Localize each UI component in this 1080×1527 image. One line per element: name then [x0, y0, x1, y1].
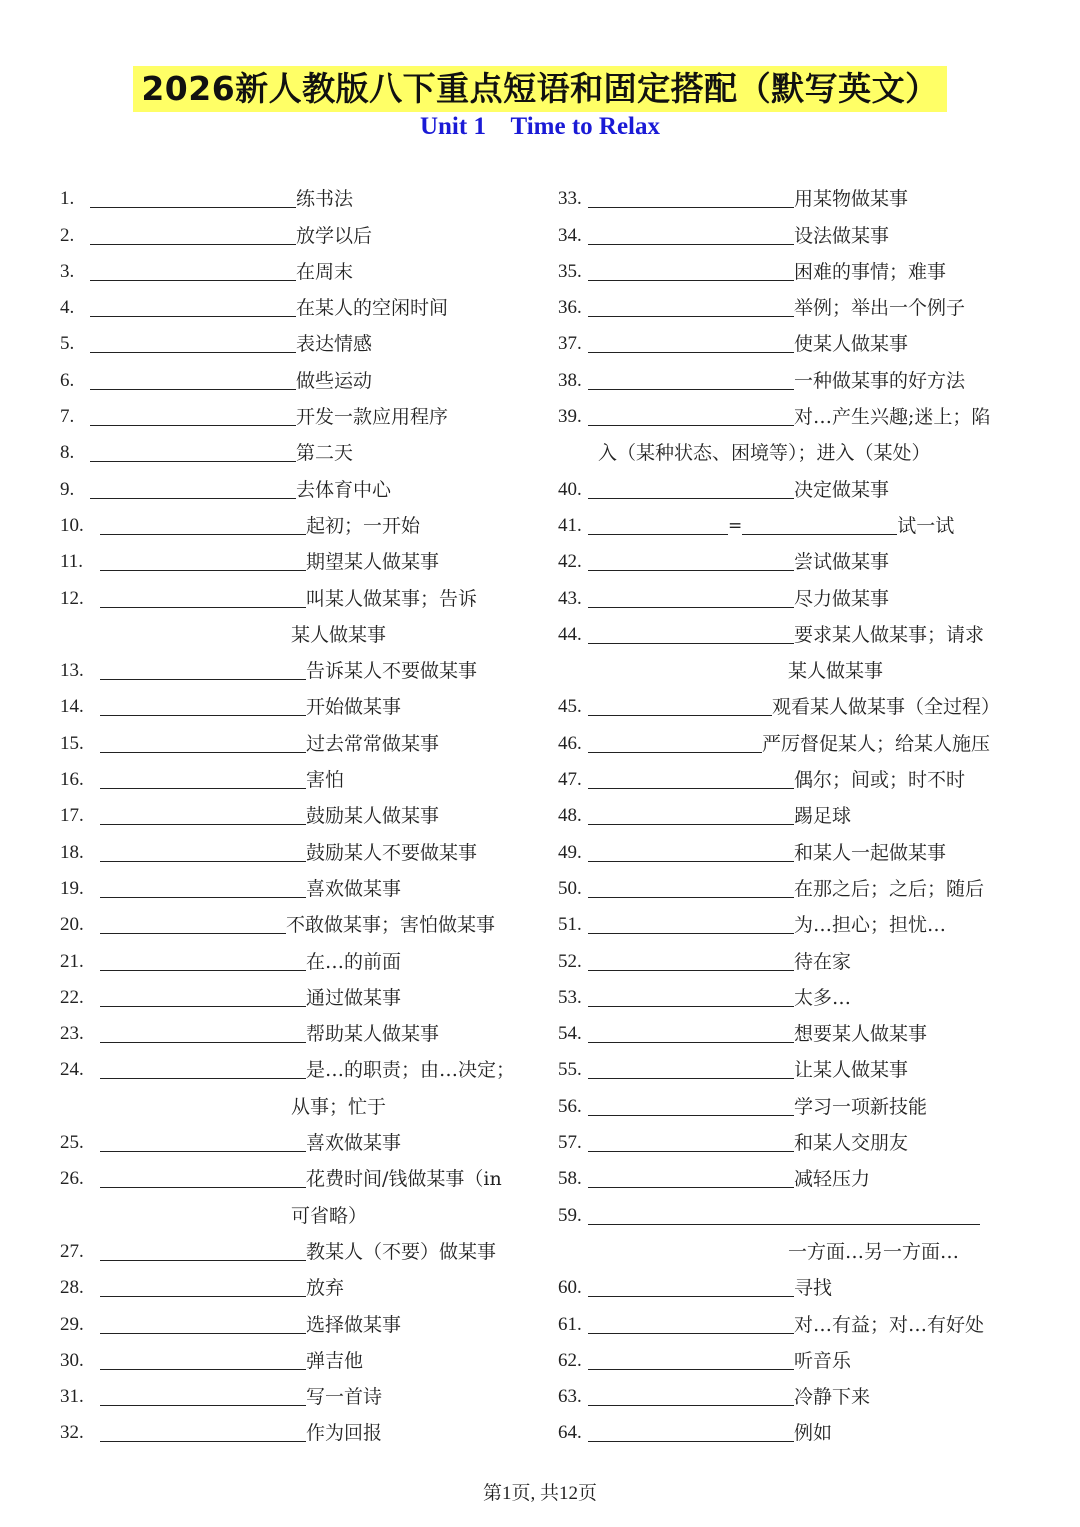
exercise-row: [558, 1083, 1038, 1119]
answer-blank[interactable]: [588, 1131, 794, 1152]
chinese-meaning: 学习一项新技能: [794, 1095, 928, 1118]
chinese-meaning: 放学以后: [296, 224, 373, 247]
chinese-meaning: 开始做某事: [306, 696, 402, 719]
item-number: 63.: [558, 1386, 582, 1408]
answer-blank[interactable]: [588, 986, 794, 1007]
item-number: 41.: [558, 514, 582, 536]
answer-blank[interactable]: [90, 260, 296, 281]
exercise-row: [60, 249, 540, 285]
exercise-row-continuation: [558, 430, 1038, 466]
chinese-meaning: 做些运动: [296, 369, 373, 392]
exercise-row: [60, 866, 540, 902]
exercise-row: [60, 1301, 540, 1337]
chinese-meaning: 喜欢做某事: [306, 877, 402, 900]
answer-blank[interactable]: [588, 478, 794, 499]
exercise-row: [60, 829, 540, 865]
exercise-row: [558, 829, 1038, 865]
chinese-meaning: 试一试: [897, 514, 955, 537]
exercise-row: [558, 612, 1038, 648]
exercise-row: [60, 503, 540, 539]
exercise-row: [558, 866, 1038, 902]
answer-blank[interactable]: [100, 804, 306, 825]
answer-blank[interactable]: [588, 296, 794, 317]
chinese-meaning: 开发一款应用程序: [296, 406, 449, 429]
answer-blank[interactable]: [588, 1058, 794, 1079]
exercise-row: [60, 430, 540, 466]
answer-blank[interactable]: [742, 514, 897, 535]
chinese-meaning: 减轻压力: [794, 1168, 871, 1191]
chinese-meaning: 第二天: [296, 442, 354, 465]
exercise-row: [558, 285, 1038, 321]
chinese-meaning: 想要某人做某事: [794, 1023, 928, 1046]
chinese-meaning: 练书法: [296, 188, 354, 211]
item-number: 1.: [60, 188, 75, 210]
item-number: 7.: [60, 406, 75, 428]
answer-blank[interactable]: [588, 550, 794, 571]
exercise-row: [558, 575, 1038, 611]
item-number: 9.: [60, 478, 75, 500]
exercise-row: [60, 1229, 540, 1265]
answer-blank[interactable]: [588, 877, 794, 898]
item-number: 3.: [60, 260, 75, 282]
exercise-row: [558, 1047, 1038, 1083]
exercise-row: [60, 1410, 540, 1446]
right-column: [558, 176, 1038, 1446]
answer-blank[interactable]: [100, 550, 306, 571]
exercise-row: [558, 975, 1038, 1011]
answer-blank[interactable]: [100, 877, 306, 898]
item-number: 25.: [60, 1132, 84, 1154]
item-number: 57.: [558, 1132, 582, 1154]
item-number: 46.: [558, 732, 582, 754]
exercise-row: [60, 212, 540, 248]
exercise-row: [60, 902, 540, 938]
answer-blank[interactable]: [588, 1349, 794, 1370]
page-footer: 第1页, 共12页: [482, 1483, 597, 1504]
item-number: 15.: [60, 732, 84, 754]
item-number: 50.: [558, 877, 582, 899]
item-number: 55.: [558, 1059, 582, 1081]
left-column: [60, 176, 540, 1446]
exercise-row: [558, 1374, 1038, 1410]
item-number: 2.: [60, 224, 75, 246]
item-number: 44.: [558, 623, 582, 645]
item-number: 64.: [558, 1422, 582, 1444]
chinese-meaning: 为…担心；担忧…: [794, 914, 947, 937]
chinese-meaning: 冷静下来: [794, 1386, 871, 1409]
answer-blank[interactable]: [588, 768, 794, 789]
item-number: 13.: [60, 660, 84, 682]
chinese-meaning: 决定做某事: [794, 478, 890, 501]
exercise-row: [60, 1374, 540, 1410]
item-number: 14.: [60, 696, 84, 718]
title-container: [0, 66, 1080, 112]
item-number: 29.: [60, 1313, 84, 1335]
answer-blank[interactable]: [588, 1022, 794, 1043]
exercise-row-continuation: [558, 1229, 1038, 1265]
item-number: 24.: [60, 1059, 84, 1081]
answer-blank[interactable]: [100, 1058, 306, 1079]
answer-blank[interactable]: [588, 260, 794, 281]
answer-blank[interactable]: [588, 187, 794, 208]
chinese-meaning: 过去常常做某事: [306, 732, 440, 755]
page-title: 2026新人教版八下重点短语和固定搭配（默写英文）: [133, 66, 946, 112]
chinese-meaning: 让某人做某事: [794, 1059, 909, 1082]
answer-blank[interactable]: [100, 1313, 306, 1334]
chinese-meaning: 观看某人做某事（全过程）: [772, 696, 1001, 719]
chinese-meaning: 设法做某事: [794, 224, 890, 247]
answer-blank[interactable]: [100, 1022, 306, 1043]
chinese-meaning: 尽力做某事: [794, 587, 890, 610]
answer-blank[interactable]: [90, 187, 296, 208]
chinese-meaning: 作为回报: [306, 1422, 383, 1445]
answer-blank[interactable]: [90, 332, 296, 353]
exercise-row: [558, 249, 1038, 285]
answer-blank[interactable]: [588, 841, 794, 862]
item-number: 17.: [60, 805, 84, 827]
chinese-meaning: 是…的职责；由…决定；: [306, 1059, 516, 1082]
chinese-meaning: 鼓励某人不要做某事: [306, 841, 478, 864]
exercise-row: [60, 357, 540, 393]
item-number: 38.: [558, 369, 582, 391]
item-number: 27.: [60, 1240, 84, 1262]
answer-blank[interactable]: [588, 623, 794, 644]
item-number: 8.: [60, 442, 75, 464]
item-number: 22.: [60, 986, 84, 1008]
answer-blank[interactable]: [100, 695, 306, 716]
chinese-meaning: 待在家: [794, 950, 852, 973]
answer-blank[interactable]: [588, 1095, 794, 1116]
item-number: 10.: [60, 514, 84, 536]
exercise-row: [60, 1120, 540, 1156]
item-number: 6.: [60, 369, 75, 391]
item-number: 23.: [60, 1023, 84, 1045]
chinese-meaning: 例如: [794, 1422, 833, 1445]
item-number: 30.: [60, 1349, 84, 1371]
chinese-meaning: 期望某人做某事: [306, 551, 440, 574]
chinese-meaning: 使某人做某事: [794, 333, 909, 356]
exercise-row: [60, 285, 540, 321]
chinese-meaning: 对…产生兴趣;迷上；陷: [794, 406, 991, 429]
exercise-row: [558, 757, 1038, 793]
item-number: 11.: [60, 551, 84, 573]
answer-blank[interactable]: [588, 369, 794, 390]
exercise-row: [558, 1156, 1038, 1192]
exercise-row: [60, 539, 540, 575]
item-number: 4.: [60, 297, 75, 319]
item-number: 56.: [558, 1095, 582, 1117]
exercise-row: [558, 720, 1038, 756]
answer-blank[interactable]: [588, 224, 794, 245]
answer-blank[interactable]: [100, 1349, 306, 1370]
chinese-meaning: 弹吉他: [306, 1349, 364, 1372]
answer-blank[interactable]: [100, 913, 286, 934]
chinese-meaning: 对…有益；对…有好处: [794, 1313, 985, 1336]
item-number: 12.: [60, 587, 84, 609]
answer-blank[interactable]: [100, 659, 306, 680]
chinese-meaning: 害怕: [306, 769, 345, 792]
exercise-row: [60, 684, 540, 720]
exercise-row: [558, 321, 1038, 357]
item-number: 20.: [60, 914, 84, 936]
answer-blank[interactable]: [100, 1385, 306, 1406]
item-number: 31.: [60, 1386, 84, 1408]
answer-blank[interactable]: [90, 224, 296, 245]
exercise-row: [60, 938, 540, 974]
chinese-meaning: 偶尔；间或；时不时: [794, 769, 966, 792]
answer-blank[interactable]: [100, 1421, 306, 1442]
item-number: 37.: [558, 333, 582, 355]
chinese-meaning: 在某人的空闲时间: [296, 297, 449, 320]
answer-blank[interactable]: [100, 986, 306, 1007]
answer-blank[interactable]: [100, 1276, 306, 1297]
answer-blank[interactable]: [588, 950, 794, 971]
unit-subtitle: Unit 1 Time to Relax: [419, 113, 661, 140]
exercise-row: [60, 321, 540, 357]
item-number: 19.: [60, 877, 84, 899]
exercise-row: [558, 466, 1038, 502]
item-number: 21.: [60, 950, 84, 972]
item-number: 47.: [558, 769, 582, 791]
exercise-row: [60, 975, 540, 1011]
chinese-meaning: 花费时间/钱做某事（in: [306, 1168, 502, 1191]
exercise-row: [558, 539, 1038, 575]
chinese-meaning: 要求某人做某事；请求: [794, 623, 985, 646]
exercise-row: [60, 1156, 540, 1192]
item-number: 42.: [558, 551, 582, 573]
exercise-row: [558, 938, 1038, 974]
exercise-row-continuation: [60, 1192, 540, 1228]
answer-blank[interactable]: [588, 913, 794, 934]
chinese-meaning: 在那之后；之后；随后: [794, 877, 985, 900]
exercise-row: [558, 793, 1038, 829]
exercise-row: [558, 357, 1038, 393]
chinese-meaning: 教某人（不要）做某事: [306, 1240, 497, 1263]
answer-blank[interactable]: [100, 950, 306, 971]
answer-blank[interactable]: [90, 296, 296, 317]
chinese-meaning: 告诉某人不要做某事: [306, 660, 478, 683]
answer-blank[interactable]: [100, 1240, 306, 1261]
exercise-row: [558, 1301, 1038, 1337]
answer-blank[interactable]: [588, 332, 794, 353]
chinese-meaning: 太多…: [794, 986, 852, 1009]
item-number: 36.: [558, 297, 582, 319]
chinese-meaning: 不敢做某事；害怕做某事: [286, 914, 496, 937]
chinese-meaning: 举例；举出一个例子: [794, 297, 966, 320]
chinese-meaning: 听音乐: [794, 1349, 852, 1372]
item-number: 53.: [558, 986, 582, 1008]
item-number: 58.: [558, 1168, 582, 1190]
item-number: 18.: [60, 841, 84, 863]
item-number: 32.: [60, 1422, 84, 1444]
item-number: 39.: [558, 406, 582, 428]
chinese-meaning-continued: 从事；忙于: [291, 1095, 387, 1118]
answer-blank[interactable]: [588, 587, 794, 608]
exercise-row: [60, 176, 540, 212]
item-number: 48.: [558, 805, 582, 827]
chinese-meaning: 表达情感: [296, 333, 373, 356]
exercise-row: [558, 684, 1038, 720]
item-number: 60.: [558, 1277, 582, 1299]
chinese-meaning: 寻找: [794, 1277, 833, 1300]
chinese-meaning: 去体育中心: [296, 478, 392, 501]
chinese-meaning: 和某人交朋友: [794, 1132, 909, 1155]
answer-blank[interactable]: [588, 1313, 794, 1334]
answer-blank[interactable]: [588, 695, 772, 716]
exercise-row: [558, 503, 1038, 539]
answer-blank[interactable]: [100, 587, 306, 608]
chinese-meaning: 和某人一起做某事: [794, 841, 947, 864]
answer-blank[interactable]: [90, 405, 296, 426]
exercise-row: [60, 793, 540, 829]
answer-blank[interactable]: [100, 1131, 306, 1152]
answer-blank[interactable]: [588, 1385, 794, 1406]
item-number: 54.: [558, 1023, 582, 1045]
chinese-meaning: 尝试做某事: [794, 551, 890, 574]
answer-blank[interactable]: [588, 1421, 794, 1442]
answer-blank[interactable]: [90, 441, 296, 462]
exercise-row: [558, 212, 1038, 248]
exercise-row: [558, 394, 1038, 430]
item-number: 59.: [558, 1204, 582, 1226]
exercise-row: [60, 394, 540, 430]
equals-sign: =: [728, 515, 743, 536]
exercise-row: [558, 1265, 1038, 1301]
chinese-meaning: 叫某人做某事；告诉: [306, 587, 478, 610]
exercise-row: [558, 1192, 1038, 1228]
chinese-meaning-continued: 一方面…另一方面…: [788, 1240, 960, 1263]
chinese-meaning: 一种做某事的好方法: [794, 369, 966, 392]
chinese-meaning: 严厉督促某人；给某人施压: [762, 732, 991, 755]
chinese-meaning-continued: 某人做某事: [291, 623, 387, 646]
answer-blank[interactable]: [588, 804, 794, 825]
chinese-meaning: 选择做某事: [306, 1313, 402, 1336]
item-number: 51.: [558, 914, 582, 936]
exercise-row: [558, 902, 1038, 938]
answer-blank[interactable]: [90, 478, 296, 499]
item-number: 28.: [60, 1277, 84, 1299]
exercise-row: [558, 1410, 1038, 1446]
item-number: 62.: [558, 1349, 582, 1371]
exercise-row: [60, 720, 540, 756]
item-number: 52.: [558, 950, 582, 972]
exercise-row: [60, 575, 540, 611]
answer-blank[interactable]: [100, 514, 306, 535]
item-number: 45.: [558, 696, 582, 718]
exercise-row: [60, 757, 540, 793]
answer-blank[interactable]: [588, 1276, 794, 1297]
exercise-row: [60, 466, 540, 502]
exercise-row-continuation: [60, 612, 540, 648]
item-number: 61.: [558, 1313, 582, 1335]
item-number: 49.: [558, 841, 582, 863]
chinese-meaning: 鼓励某人做某事: [306, 805, 440, 828]
exercise-row: [60, 1011, 540, 1047]
item-number: 26.: [60, 1168, 84, 1190]
answer-blank[interactable]: [100, 841, 306, 862]
exercise-row: [60, 1265, 540, 1301]
chinese-meaning: 写一首诗: [306, 1386, 383, 1409]
chinese-meaning: 困难的事情；难事: [794, 260, 947, 283]
item-number: 16.: [60, 769, 84, 791]
exercise-row: [558, 176, 1038, 212]
chinese-meaning: 通过做某事: [306, 986, 402, 1009]
answer-blank[interactable]: [588, 732, 762, 753]
answer-blank[interactable]: [100, 768, 306, 789]
answer-blank[interactable]: [588, 405, 794, 426]
chinese-meaning-continued: 某人做某事: [788, 660, 884, 683]
chinese-meaning: 放弃: [306, 1277, 345, 1300]
chinese-meaning: 在…的前面: [306, 950, 402, 973]
answer-blank[interactable]: [100, 1167, 306, 1188]
chinese-meaning: 起初；一开始: [306, 514, 421, 537]
item-number: 43.: [558, 587, 582, 609]
chinese-meaning: 帮助某人做某事: [306, 1023, 440, 1046]
item-number: 5.: [60, 333, 75, 355]
exercise-row: [558, 1338, 1038, 1374]
item-number: 33.: [558, 188, 582, 210]
exercise-row: [60, 648, 540, 684]
item-number: 34.: [558, 224, 582, 246]
chinese-meaning: 在周末: [296, 260, 354, 283]
answer-blank[interactable]: [588, 514, 728, 535]
answer-blank[interactable]: [100, 732, 306, 753]
chinese-meaning: 喜欢做某事: [306, 1132, 402, 1155]
item-number: 35.: [558, 260, 582, 282]
exercise-row: [60, 1338, 540, 1374]
item-number: 40.: [558, 478, 582, 500]
answer-blank[interactable]: [588, 1204, 980, 1225]
exercise-row-continuation: [60, 1083, 540, 1119]
answer-blank[interactable]: [90, 369, 296, 390]
answer-blank[interactable]: [588, 1167, 794, 1188]
chinese-meaning: 用某物做某事: [794, 188, 909, 211]
exercise-row: [558, 1120, 1038, 1156]
chinese-meaning-continued: 入（某种状态、困境等）；进入（某处）: [598, 442, 931, 465]
chinese-meaning: 踢足球: [794, 805, 852, 828]
exercise-row: [558, 1011, 1038, 1047]
chinese-meaning-continued: 可省略）: [291, 1204, 368, 1227]
exercise-row-continuation: [558, 648, 1038, 684]
exercise-row: [60, 1047, 540, 1083]
